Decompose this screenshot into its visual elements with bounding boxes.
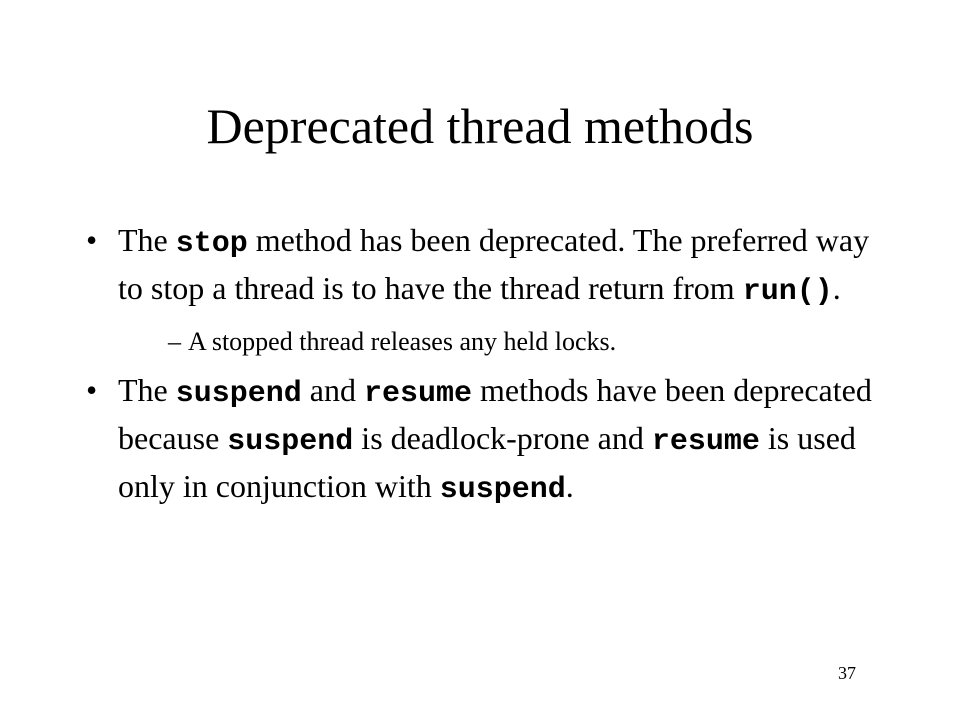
bullet-text: is used only in conjunction with — [118, 420, 856, 504]
bullet-marker: • — [86, 222, 98, 258]
bullet-text: The — [118, 222, 176, 258]
code-suspend: suspend — [175, 377, 302, 411]
sub-bullet-marker: – — [168, 327, 181, 356]
bullet-text: and — [301, 372, 364, 408]
bullet-text: The — [118, 372, 176, 408]
bullet-text: method has been deprecated. The preferred way to stop a thread is to have the thread return from — [118, 222, 870, 306]
code-suspend: suspend — [439, 473, 566, 507]
bullet-stop-method — [80, 218, 900, 360]
page-number: 37 — [838, 663, 856, 683]
bullet-list — [80, 218, 900, 512]
sub-bullet-locks — [118, 324, 900, 360]
code-resume: resume — [651, 425, 760, 459]
sub-bullet-text: A stopped thread releases any held locks. — [188, 327, 617, 356]
slide-title: Deprecated thread methods — [206, 98, 754, 154]
bullet-marker: • — [86, 372, 98, 408]
code-suspend: suspend — [227, 425, 354, 459]
code-resume: resume — [363, 377, 473, 411]
code-stop: stop — [175, 227, 248, 261]
code-run: run() — [742, 275, 833, 309]
bullet-text: is deadlock-prone and — [353, 420, 652, 456]
bullet-text: methods have been deprecated because — [118, 372, 872, 456]
bullet-text: . — [832, 270, 841, 306]
bullet-suspend-resume — [80, 368, 900, 512]
bullet-text: . — [565, 468, 574, 504]
